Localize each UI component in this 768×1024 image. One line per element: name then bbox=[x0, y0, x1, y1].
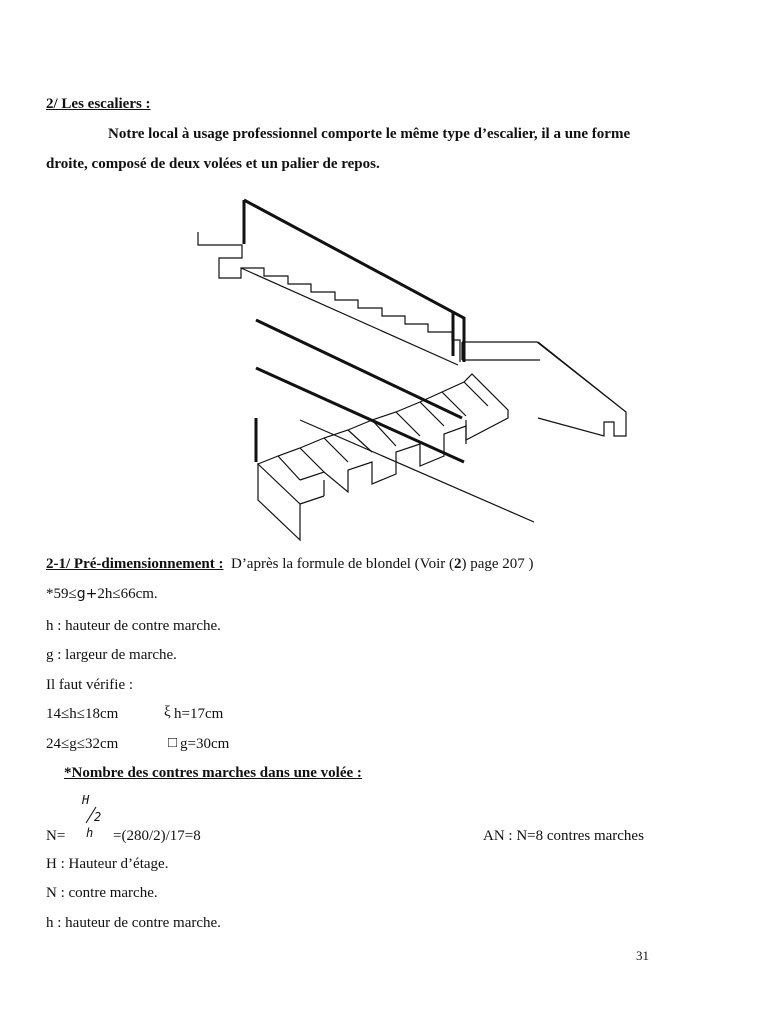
lower-flight-treads bbox=[258, 374, 508, 464]
predim-text bbox=[227, 556, 533, 572]
upper-stringer-line bbox=[241, 268, 458, 365]
formula-prefix: *59≤ bbox=[46, 586, 77, 602]
upper-handrail bbox=[244, 200, 464, 362]
ground-line bbox=[300, 420, 534, 522]
h-definition: h : hauteur de contre marche. bbox=[46, 618, 221, 634]
lower-handrail-1 bbox=[256, 320, 462, 418]
page-number: 31 bbox=[636, 948, 649, 963]
H-definition: H : Hauteur d’étage. bbox=[46, 856, 169, 872]
g-definition: g : largeur de marche. bbox=[46, 647, 177, 663]
h-definition-2: h : hauteur de contre marche. bbox=[46, 915, 221, 931]
formula-g-plus: g+ bbox=[76, 586, 98, 602]
lower-flight-risers bbox=[278, 382, 488, 480]
N-definition: N : contre marche. bbox=[46, 885, 158, 901]
intro-line-1: Notre local à usage professionnel comporte le même type d’escalier, il a une forme bbox=[108, 126, 631, 142]
section-heading: 2/ Les escaliers : bbox=[46, 96, 151, 112]
fraction-H: H bbox=[82, 793, 90, 807]
verify-label: Il faut vérifie : bbox=[46, 677, 134, 693]
h-symbol: ξ bbox=[164, 704, 171, 720]
intro-line-2: droite, composé de deux volées et un palier de repos. bbox=[46, 156, 380, 172]
fraction-2: 2 bbox=[94, 810, 102, 824]
g-range: 24≤g≤32cm bbox=[46, 736, 119, 752]
fraction-h: h bbox=[86, 826, 94, 840]
nombre-heading: *Nombre des contres marches dans une volée : bbox=[64, 765, 362, 781]
upper-flight-profile bbox=[198, 232, 460, 362]
predim-heading: 2-1/ Pré-dimensionnement : bbox=[46, 556, 224, 572]
predim-ref-num: 2 bbox=[453, 556, 462, 572]
predim-heading-rest: D’après la formule de blondel (Voir ( bbox=[230, 556, 454, 572]
n-application: AN : N=8 contres marches bbox=[483, 828, 644, 844]
g-value: g=30cm bbox=[180, 736, 230, 752]
predim-ref-rest: ) page 207 ) bbox=[461, 556, 534, 572]
formula-suffix: 2h≤66cm. bbox=[97, 586, 158, 602]
blondel-formula bbox=[46, 586, 158, 603]
g-symbol: □ bbox=[168, 735, 178, 751]
n-calculation: =(280/2)/17=8 bbox=[113, 828, 201, 844]
h-range: 14≤h≤18cm bbox=[46, 706, 119, 722]
h-value: h=17cm bbox=[174, 706, 224, 722]
n-equals: N= bbox=[46, 828, 66, 844]
predim-line bbox=[46, 556, 534, 573]
